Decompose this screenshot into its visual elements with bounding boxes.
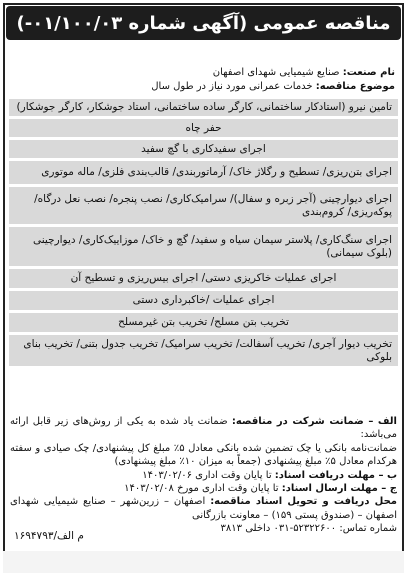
submit-deadline-line	[10, 482, 397, 495]
guarantee-paragraph	[10, 415, 397, 442]
row-text: اجرای عملیات /خاکبرداری دستی	[132, 294, 275, 306]
employer-line	[12, 66, 395, 80]
table-row	[8, 139, 399, 160]
submit-deadline-value: تا پایان وقت اداری مورخ ۱۴۰۳/۰۲/۰۸	[124, 483, 279, 495]
location-line	[10, 495, 397, 522]
table-row	[8, 118, 399, 139]
guarantee-intro: ضمانت یاد شده به یکی از روش‌های زیر قابل ارائه می‌باشد:	[10, 416, 397, 441]
employer-label: نام صنعت:	[342, 67, 395, 78]
location-label: محل دریافت و تحویل اسناد مناقصه:	[210, 496, 397, 508]
row-text: اجرای سفیدکاری با گچ سفید	[141, 142, 266, 155]
employer-value: صنایع شیمیایی شهدای اصفهان	[212, 67, 340, 78]
receive-deadline-label: ب – مهلت دریافت اسناد:	[274, 469, 397, 481]
row-text: اجرای بتن‌ریزی/ تسطیح و رگلاژ خاک/ آرماتوربندی/ قالب‌بندی فلزی/ ماله موتوری	[41, 166, 392, 178]
bottom-strip	[3, 551, 404, 573]
phone-value: ۵۲۳۲۲۶۰۰-۰۳۱ داخلی ۳۸۱۳	[220, 523, 337, 535]
table-row	[8, 226, 399, 268]
receive-deadline-value: تا پایان وقت اداری ۱۴۰۳/۰۲/۰۶	[142, 469, 272, 481]
guarantee-details: ضمانت‌نامه بانکی یا چک تضمین شده بانکی معادل ۵٪ مبلغ کل پیشنهادی/ چک صیادی و سفته هرکدام معادل ۵٪ مبلغ پیشنهادی (جمعاً به میزان ۱۰٪ مبلغ پیشنهادی)	[10, 442, 398, 468]
items-table	[8, 98, 399, 368]
receive-deadline-line	[10, 469, 397, 482]
terms-section	[10, 415, 397, 545]
table-row	[8, 98, 399, 118]
table-row	[8, 186, 399, 226]
location-value: اصفهان – زرین‌شهر – صنایع شیمیایی شهدای اصفهان – (صندوق پستی ۱۵۹) – معاونت بازرگانی	[10, 496, 397, 521]
row-text: اجرای دیوارچینی (آجر زبره و سفال)/ سرامیک‌کاری/ نصب پنجره/ نصب نعل درگاه/ پوکه‌ریزی/ کروم‌بندی	[34, 192, 392, 218]
table-row	[8, 334, 399, 368]
subject-value: خدمات عمرانی مورد نیاز در طول سال	[151, 81, 313, 92]
subject-label: موضوع مناقصه:	[315, 81, 395, 92]
ad-code: م الف/۱۶۹۴۷۹۳	[14, 530, 84, 542]
submit-deadline-label: ج – مهلت ارسال اسناد:	[281, 483, 397, 495]
table-row	[8, 268, 399, 290]
row-text: اجرای سنگ‌کاری/ پلاستر سیمان سیاه و سفید/ گچ و خاک/ موزاییک‌کاری/ دیوارچینی (بلوک سیمانی)	[32, 233, 392, 259]
table-row	[8, 290, 399, 312]
table-row	[8, 312, 399, 334]
table-row	[8, 160, 399, 186]
row-text: حفر چاه	[185, 121, 222, 134]
title-banner	[6, 6, 401, 40]
banner-title: مناقصه عمومی (آگهی شماره ۰۱/۱۰۰/۰۳-)	[16, 12, 391, 34]
row-text: تامین نیرو (استادکار ساختمانی، کارگر ساده ساختمانی، استاد جوشکار، کارگر جوشکار)	[16, 101, 392, 113]
row-text: تخریب دیوار آجری/ تخریب آسفالت/ تخریب سرامیک/ تخریب جدول بتنی/ تخریب بنای بلوکی	[23, 337, 392, 363]
phone-label: شماره تماس:	[339, 523, 397, 535]
row-text: تخریب بتن مسلح/ تخریب بتن غیرمسلح	[118, 316, 289, 328]
subject-line	[12, 80, 395, 94]
guarantee-label: الف – ضمانت شرکت در مناقصه:	[231, 416, 397, 427]
row-text: اجرای عملیات خاکریزی دستی/ اجرای بیس‌ریزی و تسطیح آن	[70, 272, 337, 284]
